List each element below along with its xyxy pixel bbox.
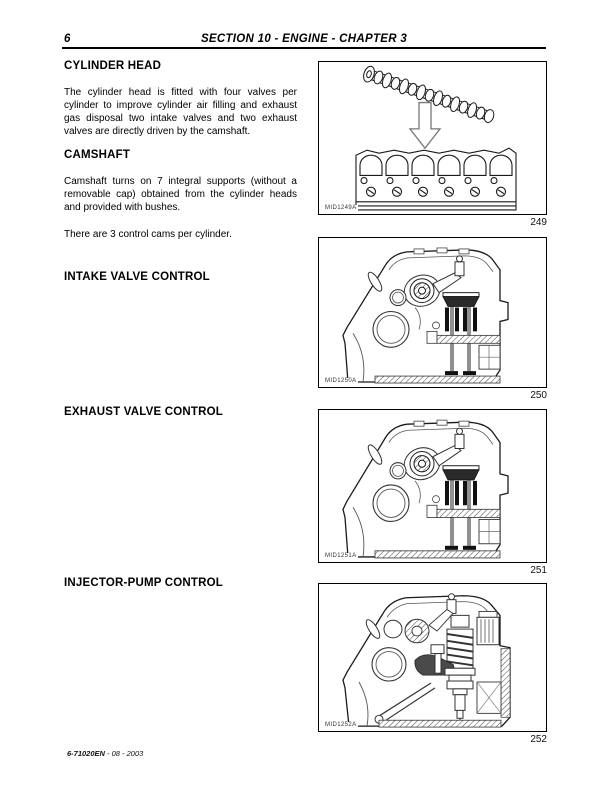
camshaft-cylinder-head-drawing xyxy=(319,62,546,214)
section-exhaust-valve-control xyxy=(64,406,297,418)
figure-number: 250 xyxy=(530,390,547,401)
figure-camshaft-installation xyxy=(318,61,547,228)
section-camshaft xyxy=(64,149,297,242)
section-heading: CAMSHAFT xyxy=(64,149,131,161)
publication-date: - 08 - 2003 xyxy=(107,749,144,758)
body-paragraph: Camshaft turns on 7 integral supports (without a removable cap) obtained from the cylinder heads and provided with bushes. xyxy=(64,176,297,213)
figure-intake-valve-control xyxy=(318,237,547,401)
figure-injector-pump-control xyxy=(318,583,547,745)
header-rule xyxy=(62,47,546,49)
document-code: 6-71020EN xyxy=(67,749,105,758)
figure-frame xyxy=(318,409,547,563)
figure-number: 252 xyxy=(530,734,547,745)
injector-pump-cross-section-drawing xyxy=(319,584,546,731)
page-footer xyxy=(67,749,143,758)
figure-id-label: MID1252A xyxy=(325,722,357,728)
figure-exhaust-valve-control xyxy=(318,409,547,576)
figure-frame xyxy=(318,583,547,732)
figure-frame xyxy=(318,237,547,388)
header-title: SECTION 10 - ENGINE - CHAPTER 3 xyxy=(200,33,408,45)
section-injector-pump-control xyxy=(64,577,297,589)
body-paragraph: There are 3 control cams per cylinder. xyxy=(64,228,232,240)
figure-id-label: MID1250A xyxy=(325,378,357,384)
section-heading: EXHAUST VALVE CONTROL xyxy=(64,406,224,418)
section-heading: INJECTOR-PUMP CONTROL xyxy=(64,577,224,589)
exhaust-valve-cross-section-drawing xyxy=(319,410,546,562)
section-cylinder-head xyxy=(64,60,297,139)
page-number: 6 xyxy=(64,33,71,45)
figure-number: 249 xyxy=(530,217,547,228)
section-intake-valve-control xyxy=(64,271,297,283)
intake-valve-cross-section-drawing xyxy=(319,238,546,387)
figure-frame xyxy=(318,61,547,215)
figure-id-label: MID1249A xyxy=(325,205,357,211)
figure-id-label: MID1251A xyxy=(325,553,357,559)
section-heading: CYLINDER HEAD xyxy=(64,60,162,72)
section-heading: INTAKE VALVE CONTROL xyxy=(64,271,210,283)
figure-number: 251 xyxy=(530,565,547,576)
body-paragraph: The cylinder head is fitted with four valves per cylinder to improve cylinder air filling and exhaust gas disposal two intake valves and two exhaust valves are directly driven by the camshaft. xyxy=(64,87,297,137)
